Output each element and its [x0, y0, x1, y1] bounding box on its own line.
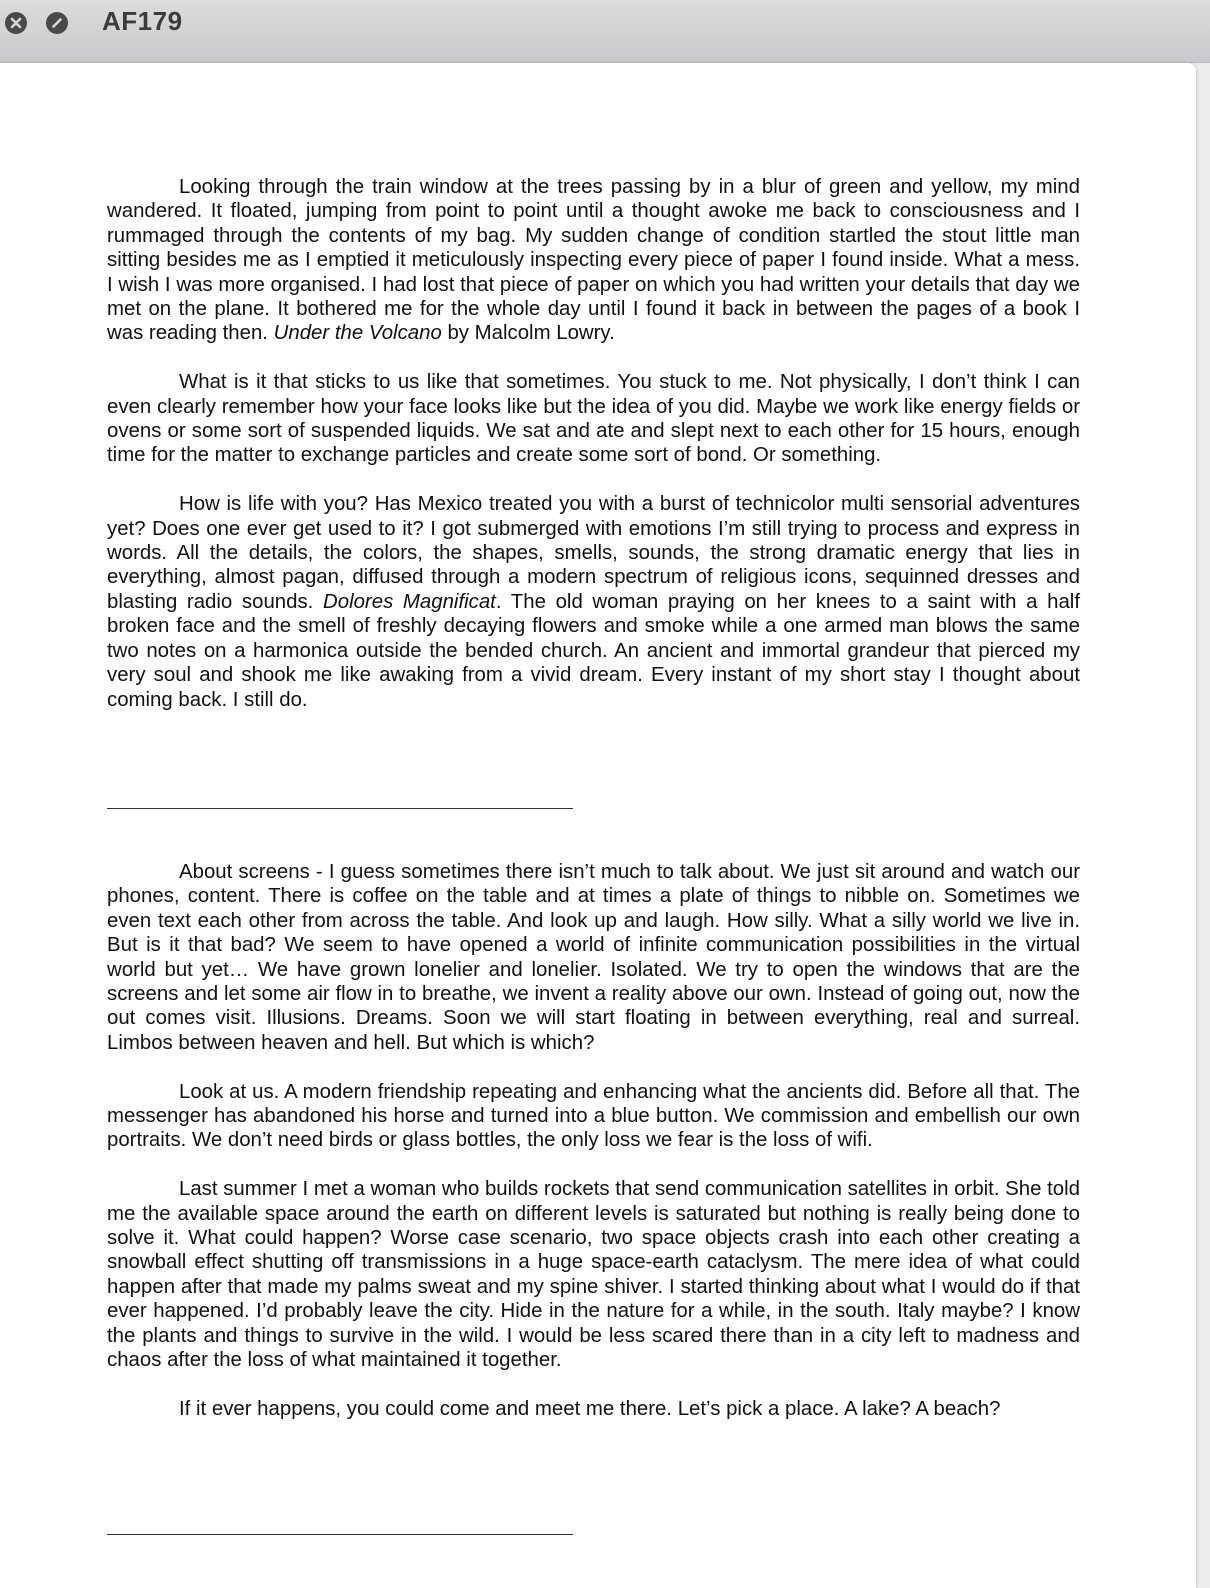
window-title-bar [0, 0, 1210, 63]
paragraph-text: . The old woman praying on her knees to a saint with a half broken face and the smell of freshly decaying flowers and smoke while a one armed man blows the same two notes on a harmonica outside the bended church. An ancient and immortal grandeur that pierced my very soul and shook me like awaking from a vivid dream. Every instant of my short stay I thought about coming back. I still do. [107, 590, 1080, 711]
paragraph-text: by Malcolm Lowry. [441, 322, 615, 345]
paragraph: If it ever happens, you could come and meet me there. Let’s pick a place. A lake? A beach? [179, 1397, 1001, 1420]
window-title: AF179 [102, 6, 183, 36]
paragraph-text: How is life with you? Has Mexico treated you with a burst of technicolor multi sensorial adventures yet? Does one ever get used to it? I got submerged with emotions I’m still trying to process and express in words. All the details, the colors, the shapes, smells, sounds, the strong dramatic energy that lies in everything, almost pagan, diffused through a modern spectrum of religious icons, sequinned dresses and blasting radio sounds. [107, 493, 1080, 613]
italic-phrase: Dolores Magnificat [323, 590, 496, 613]
book-title: Under the Volcano [273, 322, 442, 345]
paragraph: Look at us. A modern friendship repeating and enhancing what the ancients did. Before all that. The messenger has abandoned his horse and turned into a blue button. We commission and embellish our own portraits. We don’t need birds or glass bottles, the only loss we fear is the loss of wifi. [107, 1080, 1080, 1152]
paragraph: Last summer I met a woman who builds rockets that send communication satellites in orbit. She told me the available space around the earth on different levels is saturated but nothing is really being done to solve it. What could happen? Worse case scenario, two space objects crash into each other creating a snowball effect shutting off transmissions in a huge space-earth cataclysm. The mere idea of what could happen after that made my palms sweat and my spine shiver. I started thinking about what I would do if that ever happened. I’d probably leave the city. Hide in the nature for a while, in the south. Italy maybe? I know the plants and things to survive in the wild. I would be less scared there than in a city left to madness and chaos after the loss of what maintained it together. [107, 1178, 1081, 1372]
paragraph [107, 175, 1080, 346]
no-entry-icon[interactable] [46, 12, 68, 34]
paragraph-text: What is it that sticks to us like that sometimes. You stuck to me. Not physically, I don’t think I can even clearly remember how your face looks like but the idea of you did. Maybe we work like energy fields or ovens or some sort of suspended liquids. We sat and ate and slept next to each other for 15 hours, enough time for the matter to exchange particles and create some sort of bond. Or something. [107, 371, 1080, 467]
paragraph-text: Looking through the train window at the trees passing by in a blur of green and yellow, my mind wandered. It floated, jumping from point to point until a thought awoke me back to consciousness and I rummaged through the contents of my bag. My sudden change of condition startled the stout little man sitting besides me as I emptied it meticulously inspecting every piece of paper I found inside. What a mess. I wish I was more organised. I had lost that piece of paper on which you had written your details that day we met on the plane. It bothered me for the whole day until I found it back in between the pages of a book I was reading then. [107, 176, 1080, 345]
letter-part-2 [107, 860, 1080, 1421]
document-page [0, 63, 1196, 1588]
separator-line [107, 808, 573, 809]
paragraph [107, 492, 1080, 712]
close-icon[interactable] [5, 12, 27, 34]
letter-part-1 [107, 175, 1080, 712]
paragraph: About screens - I guess sometimes there isn’t much to talk about. We just sit around and watch our phones, content. There is coffee on the table and at times a plate of things to nibble on. Sometimes we even text each other from across the table. And look up and laugh. How silly. What a silly world we live in. But is it that bad? We seem to have opened a world of infinite communication possibilities in the virtual world but yet… We have grown lonelier and lonelier. Isolated. We try to open the windows that are the screens and let some air flow in to breathe, we invent a reality above our own. Instead of going out, now the out comes visit. Illusions. Dreams. Soon we will start floating in between everything, real and surreal. Limbos between heaven and hell. But which is which? [107, 861, 1080, 1054]
separator-line [107, 1534, 573, 1535]
paragraph [107, 370, 1080, 468]
